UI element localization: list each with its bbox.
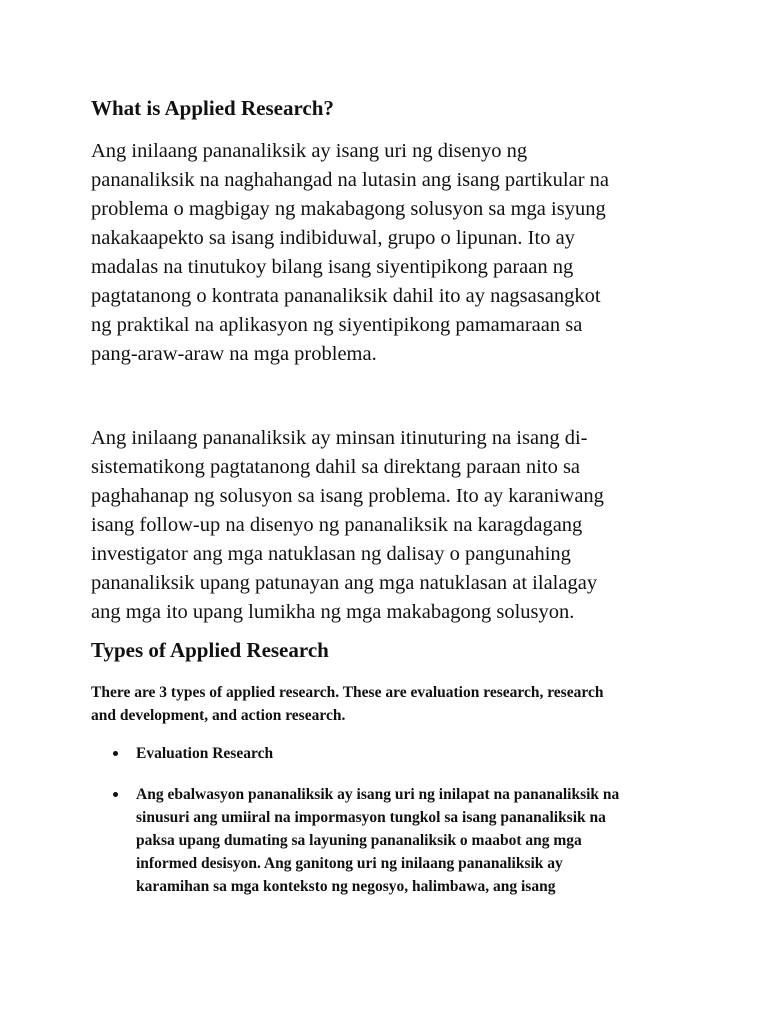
paragraph-unsystematic-inquiry — [91, 424, 691, 627]
paragraph-line: Ang inilaang pananaliksik ay minsan itinuturing na isang di- — [91, 427, 588, 449]
paragraph-line: madalas na tinutukoy bilang isang siyentipikong paraan ng — [91, 256, 574, 278]
paragraph-line: pananaliksik upang patunayan ang mga natuklasan at ilalagay — [91, 572, 598, 594]
paragraph-line: pang-araw-araw na mga problema. — [91, 343, 377, 365]
bullet-line: informed desisyon. Ang ganitong uri ng inilaang pananaliksik ay — [136, 855, 563, 872]
paragraph-line: and development, and action research. — [91, 707, 346, 724]
bullet-dot-icon — [113, 751, 118, 756]
bullet-line: paksa upang dumating sa layuning pananaliksik o maabot ang mga — [136, 832, 582, 849]
paragraph-line: pagtatanong o kontrata pananaliksik dahil ito ay nagsasangkot — [91, 285, 601, 307]
paragraph-line: sistematikong pagtatanong dahil sa direktang paraan nito sa — [91, 456, 581, 478]
heading-what-is-applied-research: What is Applied Research? — [91, 96, 334, 120]
paragraph-line: paghahanap ng solusyon sa isang problema. Ito ay karaniwang — [91, 485, 604, 507]
paragraph-line: investigator ang mga natuklasan ng dalisay o pangunahing — [91, 543, 571, 565]
bullet-text — [136, 783, 619, 898]
types-intro-paragraph — [91, 681, 603, 727]
paragraph-line: Ang inilaang pananaliksik ay isang uri ng disenyo ng — [91, 140, 528, 162]
bullet-line: Evaluation Research — [136, 745, 274, 762]
bullet-text — [136, 742, 273, 765]
paragraph-definition — [91, 137, 691, 369]
paragraph-line: nakakaapekto sa isang indibiduwal, grupo o lipunan. Ito ay — [91, 227, 575, 249]
paragraph-line: isang follow-up na disenyo ng pananaliksik na karagdagang — [91, 514, 583, 536]
bullet-line: karamihan sa mga konteksto ng negosyo, halimbawa, ang isang — [136, 878, 556, 895]
paragraph-line: There are 3 types of applied research. These are evaluation research, research — [91, 684, 604, 701]
heading-types-of-applied-research: Types of Applied Research — [91, 638, 329, 662]
bullet-dot-icon — [113, 792, 118, 797]
bullet-line: Ang ebalwasyon pananaliksik ay isang uri ng inilapat na pananaliksik na — [136, 786, 620, 803]
bullet-line: sinusuri ang umiiral na impormasyon tungkol sa isang pananaliksik na — [136, 809, 606, 826]
paragraph-line: ang mga ito upang lumikha ng mga makabagong solusyon. — [91, 601, 575, 623]
paragraph-line: ng praktikal na aplikasyon ng siyentipikong pamamaraan sa — [91, 314, 583, 336]
paragraph-line: problema o magbigay ng makabagong solusyon sa mga isyung — [91, 198, 606, 220]
paragraph-line: pananaliksik na naghahangad na lutasin ang isang partikular na — [91, 169, 610, 191]
